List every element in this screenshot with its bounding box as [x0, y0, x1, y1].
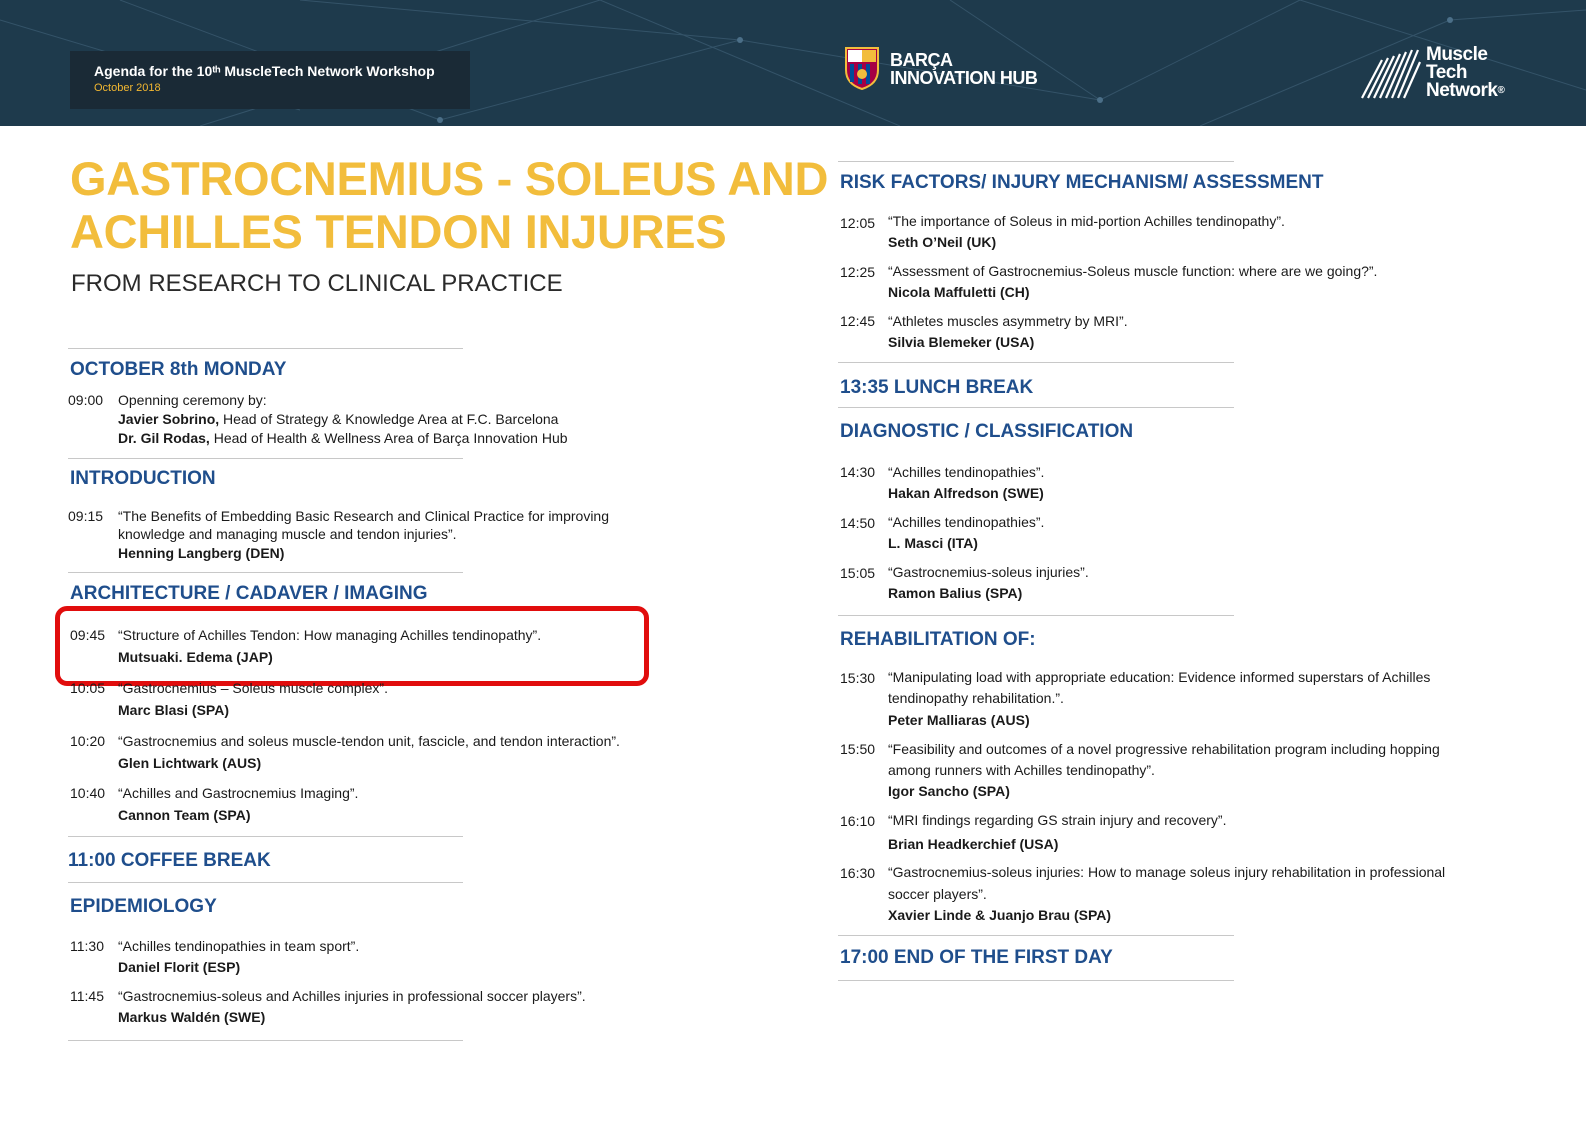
- barca-label: BARÇA: [890, 50, 953, 70]
- talk-title: “Gastrocnemius-soleus injuries”.: [888, 564, 1089, 580]
- talk-title: “Gastrocnemius and soleus muscle-tendon unit, fascicle, and tendon interaction”.: [118, 733, 620, 749]
- divider: [838, 935, 1234, 936]
- end-of-day: 17:00 END OF THE FIRST DAY: [840, 947, 1113, 968]
- highlight-box: [55, 606, 649, 686]
- talk-title-line: “Feasibility and outcomes of a novel progressive rehabilitation program including hopping: [888, 741, 1440, 757]
- talk-title: “Athletes muscles asymmetry by MRI”.: [888, 313, 1128, 329]
- speaker: Seth O’Neil (UK): [888, 234, 997, 250]
- talk-title-line: “Manipulating load with appropriate education: Evidence informed superstars of Achilles: [888, 669, 1431, 685]
- speaker: Silvia Blemeker (USA): [888, 334, 1035, 350]
- divider: [838, 362, 1234, 363]
- time-label: 09:15: [68, 508, 104, 524]
- agenda-date: October 2018: [94, 82, 161, 94]
- mtn-word-network: Network®: [1426, 80, 1505, 101]
- talk-title-line: “Gastrocnemius-soleus injuries: How to manage soleus injury rehabilitation in professional: [888, 864, 1446, 880]
- lunch-break: 13:35 LUNCH BREAK: [840, 377, 1034, 398]
- opening-title: Openning ceremony by:: [118, 392, 267, 408]
- time-label: 10:20: [70, 733, 106, 749]
- header-banner: [0, 0, 1586, 126]
- divider: [68, 1040, 463, 1041]
- divider: [838, 980, 1234, 981]
- divider: [838, 407, 1234, 408]
- talk-title-line: among runners with Achilles tendinopathy”.: [888, 762, 1155, 778]
- time-label: 15:30: [840, 670, 876, 686]
- main-title-line1: GASTROCNEMIUS - SOLEUS AND: [70, 152, 829, 205]
- time-label: 12:45: [840, 313, 876, 329]
- diagnostic-heading: DIAGNOSTIC / CLASSIFICATION: [840, 421, 1134, 442]
- time-label: 14:30: [840, 464, 876, 480]
- talk-title-line: tendinopathy rehabilitation.”.: [888, 690, 1064, 706]
- time-label: 16:30: [840, 865, 876, 881]
- divider: [68, 572, 463, 573]
- speaker: Henning Langberg (DEN): [118, 545, 285, 561]
- talk-title: “Achilles and Gastrocnemius Imaging”.: [118, 785, 359, 801]
- divider: [68, 882, 463, 883]
- agenda-title-box: [70, 51, 470, 109]
- divider: [68, 836, 463, 837]
- rehabilitation-heading: REHABILITATION OF:: [840, 629, 1036, 650]
- talk-title-line: “The Benefits of Embedding Basic Research and Clinical Practice for improving: [118, 508, 610, 524]
- time-label: 12:05: [840, 215, 876, 231]
- speaker: Peter Malliaras (AUS): [888, 712, 1030, 728]
- day-heading: OCTOBER 8th MONDAY: [70, 359, 287, 380]
- talk-title: “Assessment of Gastrocnemius-Soleus muscle function: where are we going?”.: [888, 263, 1378, 279]
- talk-title: “Structure of Achilles Tendon: How managing Achilles tendinopathy”.: [118, 627, 542, 643]
- architecture-heading: ARCHITECTURE / CADAVER / IMAGING: [70, 583, 428, 604]
- main-title: [70, 152, 828, 258]
- talk-title: “Achilles tendinopathies in team sport”.: [118, 938, 360, 954]
- muscle-tech-network-logo: [1360, 44, 1530, 104]
- mtn-word-tech: Tech: [1426, 62, 1467, 83]
- talk-title: “Achilles tendinopathies”.: [888, 464, 1045, 480]
- time-label: 15:05: [840, 565, 876, 581]
- talk-title: “Gastrocnemius – Soleus muscle complex”.: [118, 680, 388, 696]
- mtn-word-muscle: Muscle: [1426, 44, 1488, 65]
- divider: [68, 458, 463, 459]
- introduction-heading: INTRODUCTION: [70, 468, 216, 489]
- opening-person-2: Dr. Gil Rodas, Head of Health & Wellness Area of Barça Innovation Hub: [118, 430, 568, 446]
- time-label: 14:50: [840, 515, 876, 531]
- speaker: L. Masci (ITA): [888, 535, 978, 551]
- speaker: Cannon Team (SPA): [118, 807, 251, 823]
- divider: [838, 161, 1234, 162]
- time-label: 09:00: [68, 392, 104, 408]
- fcb-crest-icon: [842, 46, 882, 90]
- talk-title-line: soccer players”.: [888, 886, 987, 902]
- agenda-title: Agenda for the 10ᵗʰ MuscleTech Network Workshop: [94, 63, 435, 79]
- main-title-line2: ACHILLES TENDON INJURES: [70, 205, 727, 258]
- innovation-hub-label: INNOVATION HUB: [890, 68, 1038, 88]
- time-label: 11:30: [70, 938, 104, 954]
- talk-title: “Gastrocnemius-soleus and Achilles injuries in professional soccer players”.: [118, 988, 586, 1004]
- subtitle: FROM RESEARCH TO CLINICAL PRACTICE: [71, 270, 563, 297]
- speaker: Xavier Linde & Juanjo Brau (SPA): [888, 907, 1112, 923]
- time-label: 10:05: [70, 680, 106, 696]
- speaker: Igor Sancho (SPA): [888, 783, 1010, 799]
- speaker: Hakan Alfredson (SWE): [888, 485, 1044, 501]
- speaker: Mutsuaki. Edema (JAP): [118, 649, 273, 665]
- barca-innovation-hub-logo: [842, 46, 1062, 92]
- speaker: Ramon Balius (SPA): [888, 585, 1023, 601]
- time-label: 12:25: [840, 264, 876, 280]
- muscle-fiber-icon: [1360, 48, 1422, 100]
- talk-title: “Achilles tendinopathies”.: [888, 514, 1045, 530]
- coffee-break: 11:00 COFFEE BREAK: [68, 850, 271, 871]
- risk-heading: RISK FACTORS/ INJURY MECHANISM/ ASSESSMENT: [840, 172, 1324, 193]
- talk-title: “The importance of Soleus in mid-portion Achilles tendinopathy”.: [888, 213, 1285, 229]
- speaker: Marc Blasi (SPA): [118, 702, 229, 718]
- speaker: Glen Lichtwark (AUS): [118, 755, 262, 771]
- registered-mark: ®: [1497, 85, 1505, 96]
- speaker: Brian Headkerchief (USA): [888, 836, 1059, 852]
- time-label: 15:50: [840, 741, 876, 757]
- talk-title-line: “MRI findings regarding GS strain injury and recovery”.: [888, 812, 1227, 828]
- epidemiology-heading: EPIDEMIOLOGY: [70, 896, 217, 917]
- divider: [838, 615, 1234, 616]
- time-label: 16:10: [840, 813, 876, 829]
- speaker: Nicola Maffuletti (CH): [888, 284, 1030, 300]
- time-label: 11:45: [70, 988, 104, 1004]
- time-label: 09:45: [70, 627, 106, 643]
- speaker: Daniel Florit (ESP): [118, 959, 241, 975]
- speaker: Markus Waldén (SWE): [118, 1009, 266, 1025]
- divider: [68, 348, 463, 349]
- opening-person-1: Javier Sobrino, Head of Strategy & Knowledge Area at F.C. Barcelona: [118, 411, 559, 427]
- time-label: 10:40: [70, 785, 106, 801]
- talk-title-line: knowledge and managing muscle and tendon injuries”.: [118, 526, 457, 542]
